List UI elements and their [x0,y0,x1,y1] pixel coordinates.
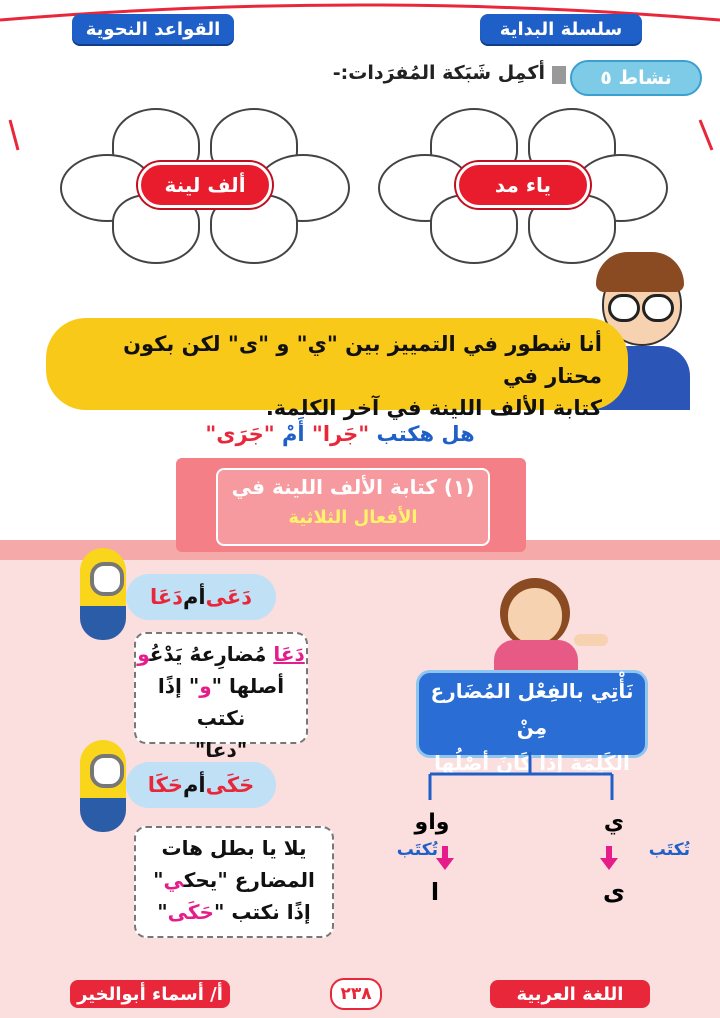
example1-line-3: "دعا" [194,738,248,762]
rule-tree-lines [380,752,680,812]
example2-box [134,826,334,938]
rule-line-1: نَأْتِي بالفِعْل المُضَارع مِنْ [430,679,634,739]
speech-line-2: كتابة الألف اللينة في آخر الكلمة. [265,396,602,420]
series-label: سلسلة البداية [480,14,642,44]
tree-right-write-label: تُكتَب [648,840,690,860]
example1-line-2: أصلها "و" إذًا نكتب [157,674,285,730]
badge-arrow-icon [552,66,566,84]
example2-cloud [126,762,276,808]
section-title-line-1: (١) كتابة الألف اللينة في [231,475,475,499]
example1-cloud [126,574,276,620]
activity-badge: نشاط ٥ [570,60,702,96]
footer-subject: اللغة العربية [490,980,650,1008]
activity-instruction: أكمِل شَبَكة المُفرَدات:- [332,62,545,84]
tree-left-top: واو [414,810,450,835]
example2-line-2: المضارع "يحكي" [153,868,315,892]
arrow-down-head-icon [600,858,618,870]
flower-ya-madd [378,102,668,262]
minion-illustration [76,548,130,640]
teacher-girl-illustration [490,574,610,670]
section-banner [176,458,526,552]
tree-right-bottom: ى [603,878,625,906]
rule-box [416,670,648,775]
rule-line-2: الكَلِمَة إذا كَانَ أصْلُها [434,751,630,775]
question-middle: أَمْ [274,422,312,446]
arrow-down-icon [442,846,448,858]
example1-cloud-a: دَعَى [205,585,252,609]
example1-cloud-b: دَعَا [150,585,184,609]
question-option-2: "جَرَى" [205,422,275,446]
thought-bubble [46,318,628,420]
question-prefix: هل هكتب [369,422,475,446]
example2-line-1: يلا يا بطل هات [161,836,307,860]
flower-alif-layyina [60,102,350,262]
footer-author: أ/ أسماء أبوالخير [70,980,230,1008]
example1-box [134,632,308,762]
flower-center-label: ياء مد [456,162,590,208]
section-title-line-2: الأفعال الثلاثية [288,507,418,528]
example2-cloud-b: حَكَا [147,773,184,797]
section-title [216,468,490,546]
flower-center-label: ألف لينة [138,162,272,208]
book-label: القواعد النحوية [72,14,234,44]
example1-line-1: دَعَا مُضارِعهُ يَدْعُو [137,642,305,666]
page-number: ٢٣٨ [330,978,382,1010]
minion-illustration [76,740,130,832]
question-option-1: "جَرا" [311,422,370,446]
tree-left-write-label: تُكتَب [396,840,438,860]
arrow-down-head-icon [436,858,454,870]
tree-left-bottom: ا [430,878,440,906]
example1-cloud-mid: أم [183,585,206,609]
example2-cloud-mid: أم [183,773,206,797]
example2-cloud-a: حَكَى [205,773,255,797]
question-line [160,422,520,452]
tree-right-top: ي [603,810,625,835]
example2-line-3: إذًا نكتب "حَكَى" [157,900,311,924]
speech-line-1: أنا شطور في التمييز بين "ي" و "ى" لكن بكون محتار في [123,332,602,388]
arrow-down-icon [606,846,612,858]
